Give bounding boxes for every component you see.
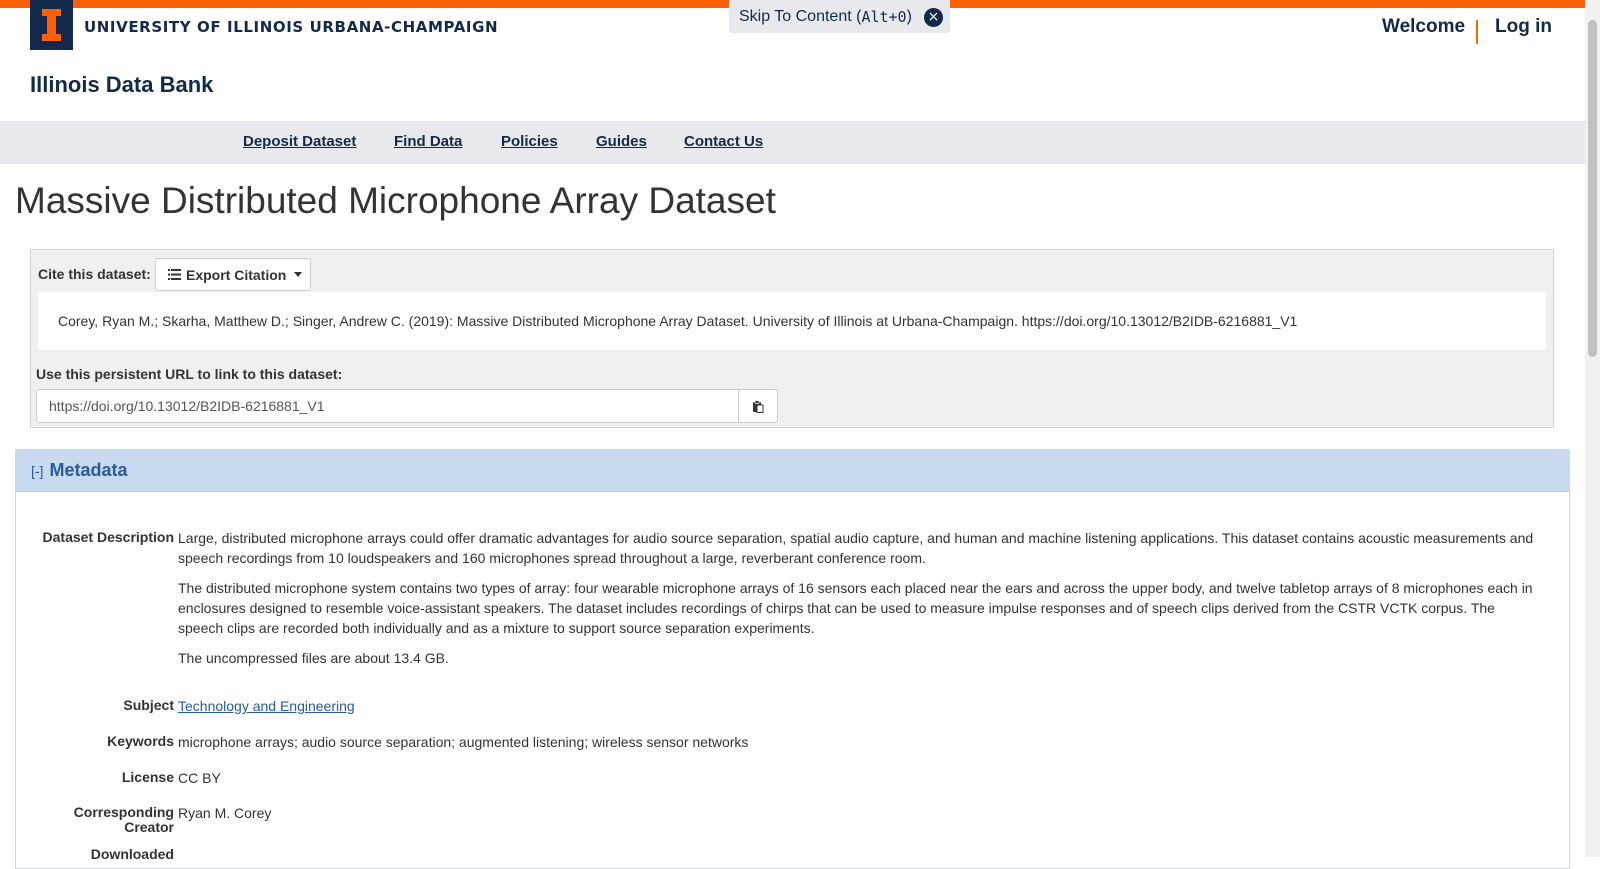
nav-item-policies[interactable]: Policies [501, 133, 558, 150]
citation-panel [30, 249, 1554, 428]
creator-label: Corresponding Creator [73, 804, 174, 835]
metadata-title[interactable]: Metadata [49, 460, 128, 480]
metadata-header[interactable] [16, 450, 1569, 492]
description-paragraph: The uncompressed files are about 13.4 GB. [178, 650, 449, 666]
persistent-url-label: Use this persistent URL to link to this dataset: [36, 366, 343, 382]
subject-link[interactable]: Technology and Engineering [178, 698, 355, 714]
main-nav [0, 121, 1585, 164]
citation-text: Corey, Ryan M.; Skarha, Matthew D.; Singer, Andrew C. (2019): Massive Distributed Microphone Array Dataset. University of Illinois at Urbana-Champaign. https://doi.org/10.13012/B2IDB-6216881_V1 [38, 292, 1546, 350]
site-title[interactable]: Illinois Data Bank [30, 72, 214, 97]
close-icon[interactable]: × [924, 8, 943, 27]
keywords-label: Keywords [107, 733, 174, 749]
metadata-collapse-toggle[interactable]: [-] [31, 462, 44, 479]
header-divider [1476, 20, 1478, 44]
nav-item-find-data[interactable]: Find Data [394, 133, 463, 150]
downloaded-label: Downloaded [90, 846, 174, 862]
subject-label: Subject [123, 697, 174, 713]
block-i-logo[interactable] [30, 0, 73, 50]
description-paragraph: Large, distributed microphone arrays could offer dramatic advantages for audio source separation, spatial audio capture, and human and machine listening applications. This dataset contains acoustic measurements and speech recordings from 10 loudspeakers and 160 microphones spread throughout a large, reverberant conference room. [178, 530, 1534, 566]
skip-link-key: Alt+0 [861, 7, 907, 26]
chevron-down-icon [294, 272, 302, 277]
skip-link-text: Skip To Content ( [739, 7, 862, 25]
university-name[interactable]: UNIVERSITY OF ILLINOIS URBANA-CHAMPAIGN [84, 18, 499, 36]
skip-to-content-link[interactable] [729, 0, 922, 33]
subject-value [178, 696, 1538, 716]
creator-value: Ryan M. Corey [178, 805, 272, 821]
scrollbar-thumb[interactable] [1588, 20, 1597, 357]
page-title: Massive Distributed Microphone Array Dataset [15, 180, 776, 221]
persistent-url-field[interactable] [36, 389, 739, 423]
description-label: Dataset Description [42, 529, 174, 545]
nav-item-contact-us[interactable]: Contact Us [684, 133, 764, 150]
license-label: License [121, 769, 174, 785]
block-i-icon [30, 0, 73, 50]
license-value: CC BY [178, 770, 221, 786]
nav-item-guides[interactable]: Guides [596, 133, 647, 150]
description-value [178, 528, 1538, 678]
export-citation-button[interactable] [155, 258, 311, 291]
welcome-label: Welcome [1382, 16, 1466, 37]
skip-link-suffix: ) [906, 7, 912, 25]
metadata-panel [15, 449, 1570, 869]
nav-item-deposit-dataset[interactable]: Deposit Dataset [243, 133, 357, 150]
description-paragraph: The distributed microphone system contains two types of array: four wearable microphone arrays of 16 sensors each placed near the ears and across the upper body, and twelve tabletop arrays of 8 microphones each in enclosures designed to resemble voice-assistant speakers. The dataset includes recordings of chirps that can be used to measure impulse responses and of speech clips derived from the CSTR VCTK corpus. The speech clips are recorded both individually and as a mixture to support source separation experiments. [178, 580, 1533, 636]
keywords-value: microphone arrays; audio source separation; augmented listening; wireless sensor networks [178, 734, 749, 750]
login-link[interactable]: Log in [1495, 16, 1552, 37]
clipboard-icon [752, 400, 764, 413]
copy-url-button[interactable] [738, 389, 778, 423]
list-icon [168, 269, 181, 280]
cite-label: Cite this dataset: [38, 266, 151, 282]
page-scrollbar[interactable] [1585, 0, 1600, 857]
export-citation-label: Export Citation [186, 266, 287, 283]
